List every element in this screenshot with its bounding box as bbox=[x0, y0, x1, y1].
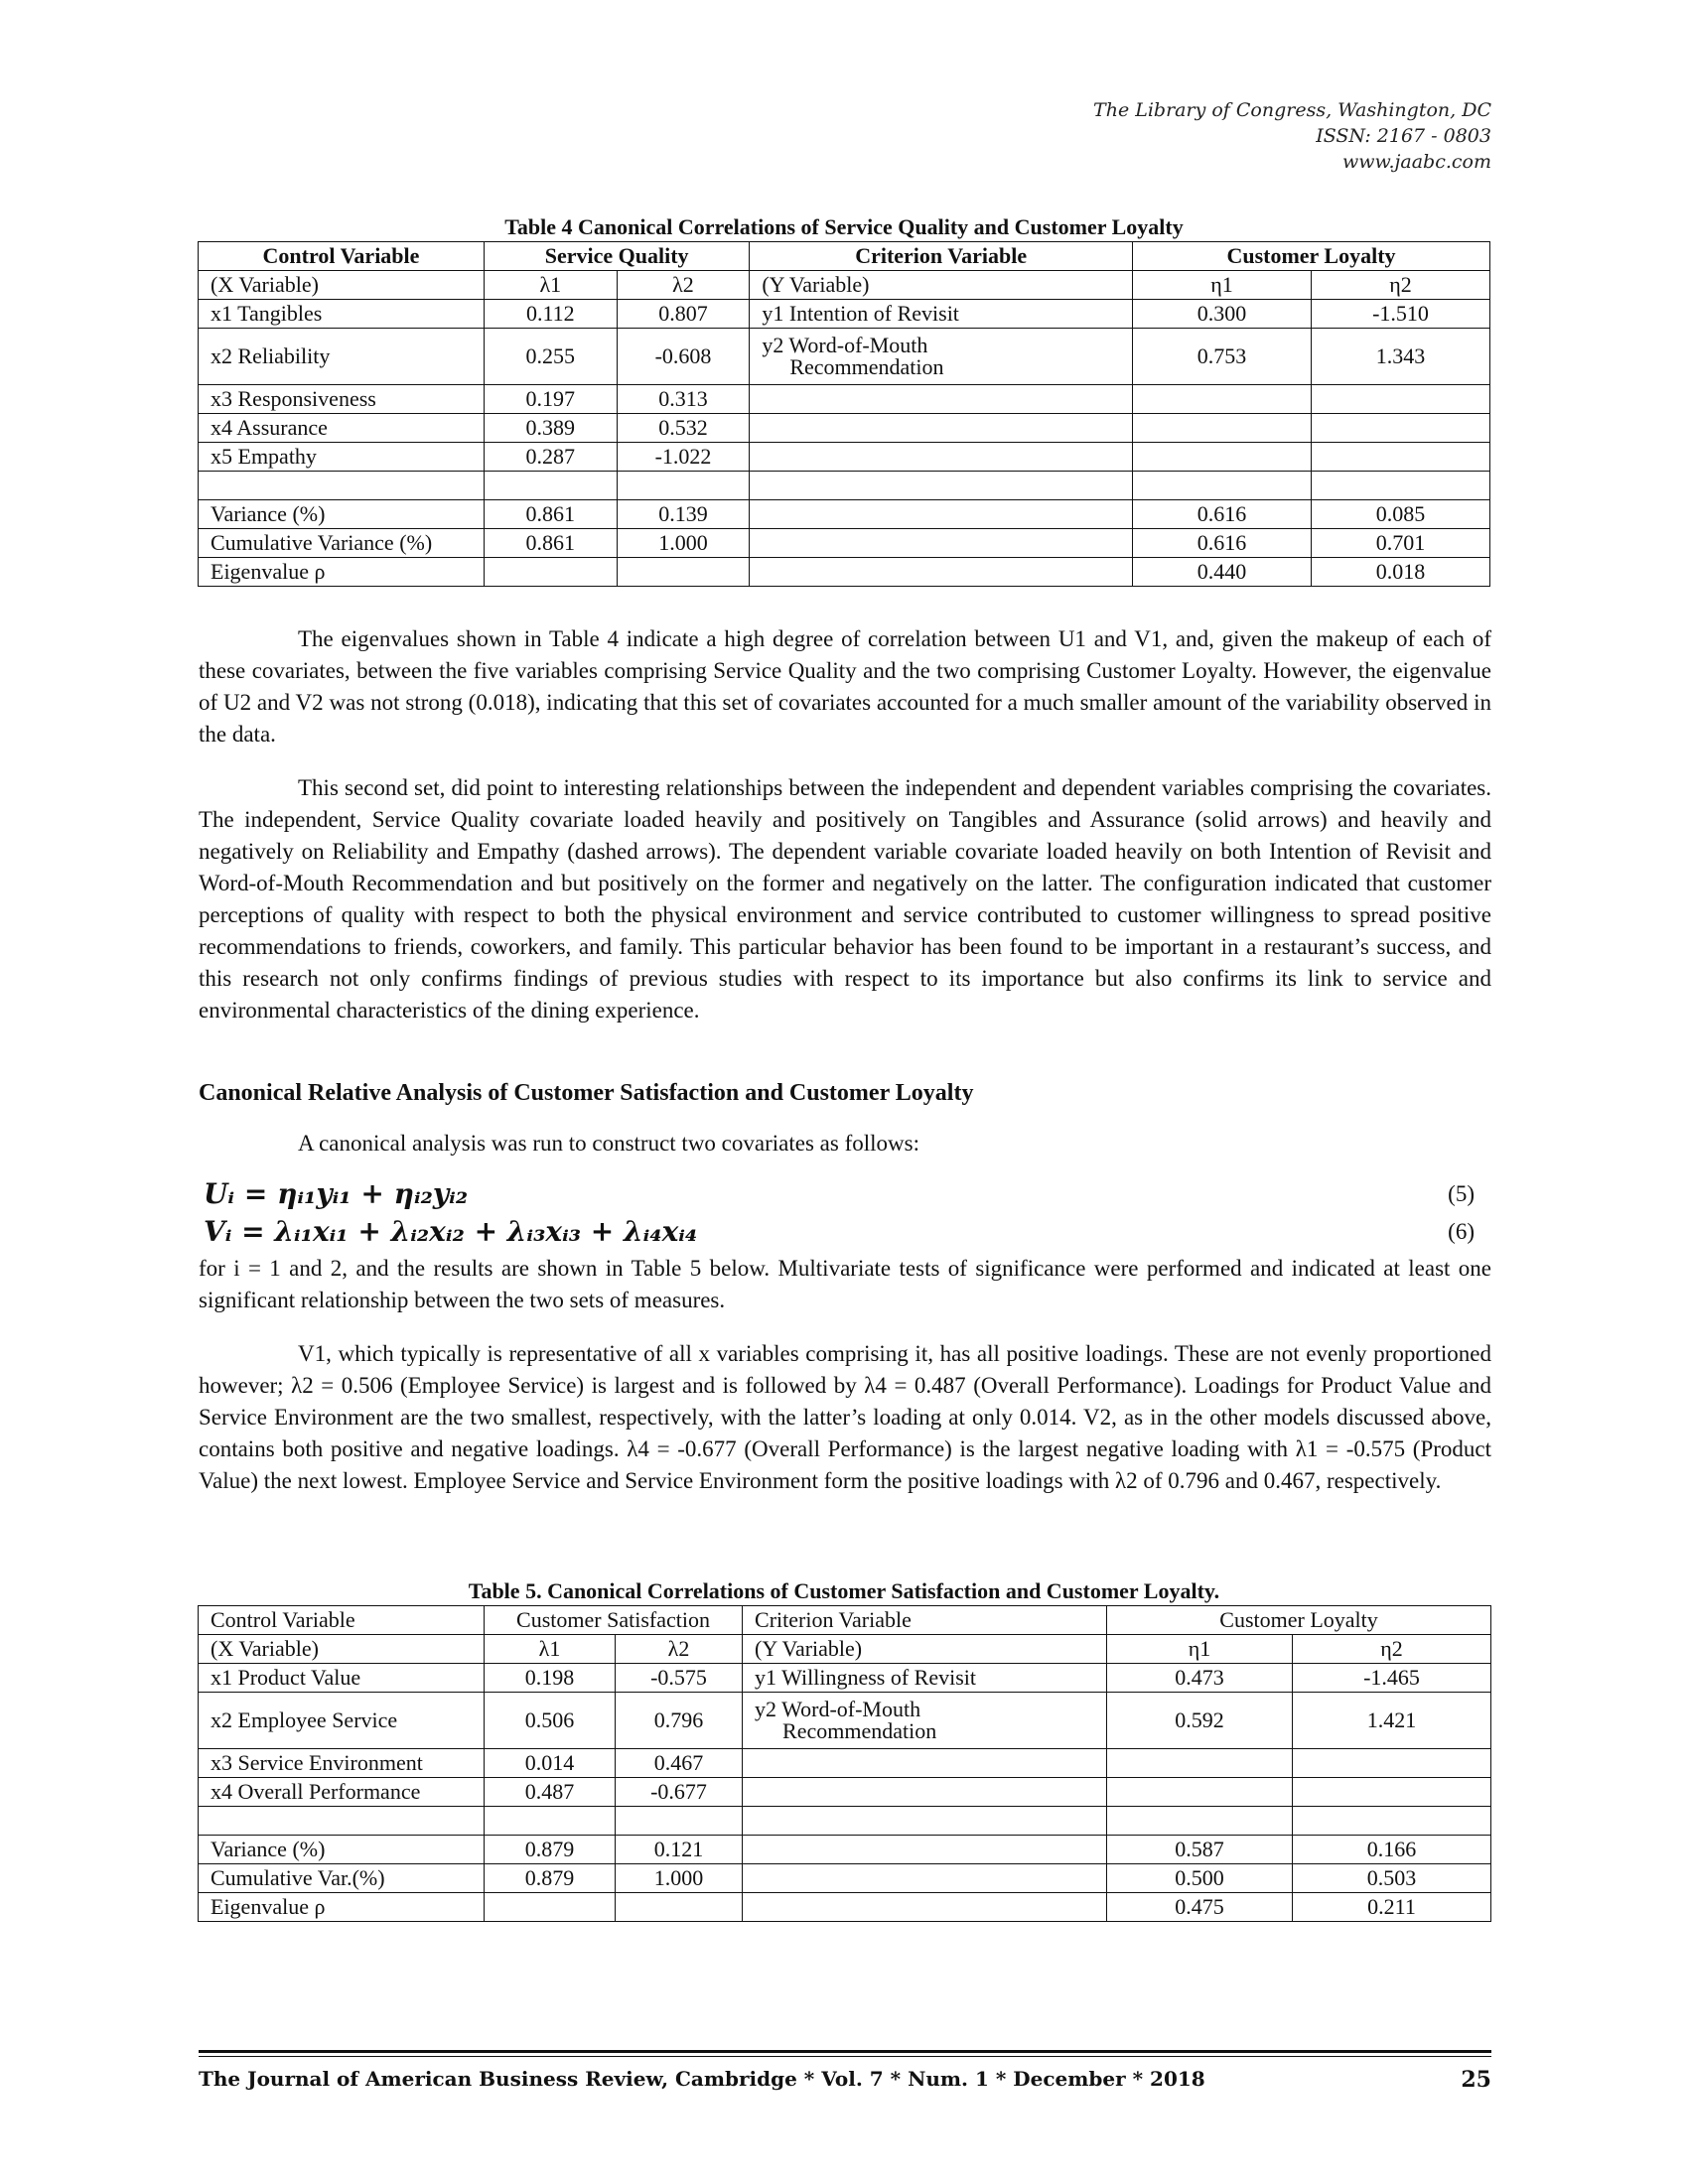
table-row bbox=[199, 1664, 1491, 1693]
table4-sub-y: (Y Variable) bbox=[750, 271, 1133, 300]
table-cell: 0.879 bbox=[485, 1836, 616, 1864]
table-cell: Eigenvalue ρ bbox=[199, 1893, 485, 1922]
table-row bbox=[199, 1807, 1491, 1836]
table-cell: x5 Empathy bbox=[199, 443, 485, 472]
table-cell: Eigenvalue ρ bbox=[199, 558, 485, 587]
table-cell: 0.313 bbox=[617, 385, 750, 414]
table-row bbox=[199, 558, 1490, 587]
table-row bbox=[199, 300, 1490, 329]
table4-header-criterion: Criterion Variable bbox=[750, 242, 1133, 271]
table5-sub-l2: λ2 bbox=[616, 1635, 743, 1664]
table-cell: 0.861 bbox=[484, 529, 617, 558]
table-row bbox=[199, 500, 1490, 529]
table-cell bbox=[485, 1893, 616, 1922]
table-cell: 0.616 bbox=[1133, 500, 1312, 529]
table-cell: -0.608 bbox=[617, 329, 750, 385]
cell-line: y2 Word-of-Mouth bbox=[762, 333, 928, 357]
table-row bbox=[199, 1778, 1491, 1807]
table-cell: 0.473 bbox=[1107, 1664, 1293, 1693]
table-cell: 0.475 bbox=[1107, 1893, 1293, 1922]
header-website: www.jaabc.com bbox=[1341, 151, 1491, 173]
table-cell: 0.879 bbox=[485, 1864, 616, 1893]
table4-sub-e2: η2 bbox=[1311, 271, 1489, 300]
table-cell bbox=[743, 1893, 1107, 1922]
table-cell: 0.796 bbox=[616, 1693, 743, 1749]
table-cell: 0.701 bbox=[1311, 529, 1489, 558]
table-cell: 0.085 bbox=[1311, 500, 1489, 529]
table-cell: x3 Service Environment bbox=[199, 1749, 485, 1778]
cell-line: y2 Word-of-Mouth bbox=[755, 1697, 921, 1721]
equation-6: Vᵢ = λᵢ₁xᵢ₁ + λᵢ₂xᵢ₂ + λᵢ₃xᵢ₃ + λᵢ₄xᵢ₄ bbox=[204, 1215, 698, 1248]
table-row bbox=[199, 329, 1490, 385]
table-cell: 1.000 bbox=[616, 1864, 743, 1893]
equation-6-number: (6) bbox=[1448, 1219, 1475, 1244]
cell-line: Recommendation bbox=[789, 354, 944, 379]
table-cell: 0.014 bbox=[485, 1749, 616, 1778]
table-cell bbox=[750, 329, 1133, 385]
running-header bbox=[1093, 97, 1491, 175]
body-text-3 bbox=[199, 1253, 1491, 1519]
table-cell: 0.300 bbox=[1133, 300, 1312, 329]
table-cell bbox=[743, 1836, 1107, 1864]
table-cell: -0.677 bbox=[616, 1778, 743, 1807]
table-cell: 0.467 bbox=[616, 1749, 743, 1778]
table-cell: x2 Employee Service bbox=[199, 1693, 485, 1749]
table4-header-control: Control Variable bbox=[199, 242, 485, 271]
table-cell bbox=[750, 443, 1133, 472]
page-footer bbox=[199, 2067, 1491, 2091]
table-cell: Variance (%) bbox=[199, 1836, 485, 1864]
table4-header-service-quality: Service Quality bbox=[484, 242, 749, 271]
table-cell bbox=[1293, 1778, 1491, 1807]
table5 bbox=[198, 1605, 1491, 1922]
table-cell: 0.255 bbox=[484, 329, 617, 385]
table5-header-customer-loyalty: Customer Loyalty bbox=[1107, 1606, 1491, 1635]
paragraph: for i = 1 and 2, and the results are shown in Table 5 below. Multivariate tests of significance were performed and indicated at least one significant relationship between the two sets of measures. bbox=[199, 1256, 1491, 1312]
table5-header-satisfaction: Customer Satisfaction bbox=[485, 1606, 743, 1635]
table-cell bbox=[616, 1807, 743, 1836]
table-cell bbox=[1133, 385, 1312, 414]
table-cell: 0.389 bbox=[484, 414, 617, 443]
table5-sub-l1: λ1 bbox=[485, 1635, 616, 1664]
table-cell: 0.592 bbox=[1107, 1693, 1293, 1749]
body-text-1 bbox=[199, 623, 1491, 1048]
table-row bbox=[199, 1864, 1491, 1893]
page-number: 25 bbox=[1461, 2067, 1491, 2093]
table-cell: 0.503 bbox=[1293, 1864, 1491, 1893]
table-row bbox=[199, 385, 1490, 414]
paragraph: A canonical analysis was run to construct two covariates as follows: bbox=[298, 1131, 919, 1156]
table-cell bbox=[1133, 443, 1312, 472]
table-cell bbox=[1311, 385, 1489, 414]
table-cell bbox=[750, 385, 1133, 414]
table-cell bbox=[1311, 472, 1489, 500]
table-cell: 0.861 bbox=[484, 500, 617, 529]
table4 bbox=[198, 241, 1490, 587]
table-cell: 0.121 bbox=[616, 1836, 743, 1864]
table-cell bbox=[743, 1778, 1107, 1807]
table-cell: -1.465 bbox=[1293, 1664, 1491, 1693]
table4-caption: Table 4 Canonical Correlations of Service Quality and Customer Loyalty bbox=[504, 214, 1184, 239]
table4-sub-e1: η1 bbox=[1133, 271, 1312, 300]
body-text-2 bbox=[199, 1128, 1491, 1181]
table-cell bbox=[750, 414, 1133, 443]
table-cell bbox=[617, 472, 750, 500]
table-cell bbox=[485, 1807, 616, 1836]
table-cell bbox=[616, 1893, 743, 1922]
table-cell: 0.487 bbox=[485, 1778, 616, 1807]
table-cell: -1.510 bbox=[1311, 300, 1489, 329]
table-cell bbox=[1311, 443, 1489, 472]
table-cell bbox=[1133, 414, 1312, 443]
table-cell bbox=[750, 558, 1133, 587]
table-cell bbox=[743, 1693, 1107, 1749]
table4-sub-l1: λ1 bbox=[484, 271, 617, 300]
equation-5-number: (5) bbox=[1448, 1181, 1475, 1206]
table-cell: x2 Reliability bbox=[199, 329, 485, 385]
table4-sub-x: (X Variable) bbox=[199, 271, 485, 300]
table-cell bbox=[1293, 1807, 1491, 1836]
table-cell: 0.587 bbox=[1107, 1836, 1293, 1864]
table-row bbox=[199, 443, 1490, 472]
table-cell: 0.166 bbox=[1293, 1836, 1491, 1864]
table-row bbox=[199, 1836, 1491, 1864]
table-cell: Variance (%) bbox=[199, 500, 485, 529]
table-cell bbox=[1107, 1778, 1293, 1807]
table-cell bbox=[743, 1864, 1107, 1893]
paragraph: The eigenvalues shown in Table 4 indicate a high degree of correlation between U1 and V1, and, given the makeup of each of these covariates, between the five variables comprising Service Quality and the two comprising Customer Loyalty. However, the eigenvalue of U2 and V2 was not strong (0.018), indicating that this set of covariates accounted for a much smaller amount of the variability observed in the data. bbox=[199, 626, 1491, 747]
table4-sub-l2: λ2 bbox=[617, 271, 750, 300]
table-cell bbox=[484, 558, 617, 587]
table5-sub-e1: η1 bbox=[1107, 1635, 1293, 1664]
table-cell: 0.018 bbox=[1311, 558, 1489, 587]
footer-journal: The Journal of American Business Review, Cambridge * Vol. 7 * Num. 1 * December * 2018 bbox=[199, 2067, 1205, 2091]
table-cell: 0.139 bbox=[617, 500, 750, 529]
table-cell bbox=[743, 1807, 1107, 1836]
table5-header-control: Control Variable bbox=[199, 1606, 485, 1635]
table-cell: y1 Willingness of Revisit bbox=[743, 1664, 1107, 1693]
table-cell bbox=[484, 472, 617, 500]
table-cell: y1 Intention of Revisit bbox=[750, 300, 1133, 329]
table5-sub-x: (X Variable) bbox=[199, 1635, 485, 1664]
table-cell bbox=[617, 558, 750, 587]
table-cell: 1.000 bbox=[617, 529, 750, 558]
section-title: Canonical Relative Analysis of Customer Satisfaction and Customer Loyalty bbox=[199, 1080, 974, 1106]
table-row bbox=[199, 414, 1490, 443]
table-cell: x1 Tangibles bbox=[199, 300, 485, 329]
paragraph: V1, which typically is representative of all x variables comprising it, has all positive loadings. These are not evenly proportioned however; λ2 = 0.506 (Employee Service) is largest and is followed by λ4 = 0.487 (Overall Performance). Loadings for Product Value and Service Environment are the two smallest, respectively, with the latter’s loading at only 0.014. V2, as in the other models discussed above, contains both positive and negative loadings. λ4 = -0.677 (Overall Performance) is the largest negative loading with λ1 = -0.575 (Product Value) the next lowest. Employee Service and Service Environment form the positive loadings with λ2 of 0.796 and 0.467, respectively. bbox=[199, 1341, 1491, 1493]
table-cell: 0.532 bbox=[617, 414, 750, 443]
table-row bbox=[199, 1893, 1491, 1922]
table-cell: Cumulative Variance (%) bbox=[199, 529, 485, 558]
header-issn: ISSN: 2167 - 0803 bbox=[1316, 125, 1491, 147]
table-cell: 0.211 bbox=[1293, 1893, 1491, 1922]
table-cell bbox=[199, 1807, 485, 1836]
table-cell: 0.807 bbox=[617, 300, 750, 329]
table5-sub-e2: η2 bbox=[1293, 1635, 1491, 1664]
table-cell: 1.343 bbox=[1311, 329, 1489, 385]
table-cell: 1.421 bbox=[1293, 1693, 1491, 1749]
table-row bbox=[199, 1693, 1491, 1749]
footer-rule-thin bbox=[199, 2056, 1491, 2057]
table5-sub-y: (Y Variable) bbox=[743, 1635, 1107, 1664]
table-cell: 0.197 bbox=[484, 385, 617, 414]
table-cell: 0.753 bbox=[1133, 329, 1312, 385]
table-cell: x4 Overall Performance bbox=[199, 1778, 485, 1807]
table5-header-criterion: Criterion Variable bbox=[743, 1606, 1107, 1635]
equation-5: Uᵢ = ηᵢ₁yᵢ₁ + ηᵢ₂yᵢ₂ bbox=[204, 1177, 469, 1210]
footer-rule bbox=[199, 2050, 1491, 2053]
table-cell: -0.575 bbox=[616, 1664, 743, 1693]
table-cell: 0.500 bbox=[1107, 1864, 1293, 1893]
table-cell: 0.112 bbox=[484, 300, 617, 329]
table-cell bbox=[750, 472, 1133, 500]
table-cell bbox=[1293, 1749, 1491, 1778]
table-cell bbox=[199, 472, 485, 500]
table-cell: Cumulative Var.(%) bbox=[199, 1864, 485, 1893]
table-cell: 0.506 bbox=[485, 1693, 616, 1749]
table5-caption: Table 5. Canonical Correlations of Customer Satisfaction and Customer Loyalty. bbox=[468, 1578, 1220, 1603]
table-cell bbox=[1107, 1807, 1293, 1836]
table-cell: 0.287 bbox=[484, 443, 617, 472]
table-cell: x1 Product Value bbox=[199, 1664, 485, 1693]
cell-line: Recommendation bbox=[782, 1718, 937, 1743]
table-cell: -1.022 bbox=[617, 443, 750, 472]
table4-header-customer-loyalty: Customer Loyalty bbox=[1133, 242, 1490, 271]
table-cell bbox=[1133, 472, 1312, 500]
table-row bbox=[199, 472, 1490, 500]
table-cell: 0.616 bbox=[1133, 529, 1312, 558]
header-library: The Library of Congress, Washington, DC bbox=[1093, 99, 1491, 121]
table-cell bbox=[743, 1749, 1107, 1778]
table-row bbox=[199, 1749, 1491, 1778]
table-cell bbox=[1311, 414, 1489, 443]
table-cell: x4 Assurance bbox=[199, 414, 485, 443]
table-cell: 0.440 bbox=[1133, 558, 1312, 587]
table-cell bbox=[750, 529, 1133, 558]
table-cell: 0.198 bbox=[485, 1664, 616, 1693]
table-cell bbox=[750, 500, 1133, 529]
table-cell: x3 Responsiveness bbox=[199, 385, 485, 414]
paragraph: This second set, did point to interesting relationships between the independent and dependent variables comprising the covariates. The independent, Service Quality covariate loaded heavily and positively on Tangibles and Assurance (solid arrows) and heavily and negatively on Reliability and Empathy (dashed arrows). The dependent variable covariate loaded heavily on both Intention of Revisit and Word-of-Mouth Recommendation and but positively on the former and negatively on the latter. The configuration indicated that customer perceptions of quality with respect to both the physical environment and service contributed to customer willingness to spread positive recommendations to friends, coworkers, and family. This particular behavior has been found to be important in a restaurant’s success, and this research not only confirms findings of previous studies with respect to its importance but also confirms its link to service and environmental characteristics of the dining experience. bbox=[199, 775, 1491, 1023]
table-cell bbox=[1107, 1749, 1293, 1778]
table-row bbox=[199, 529, 1490, 558]
